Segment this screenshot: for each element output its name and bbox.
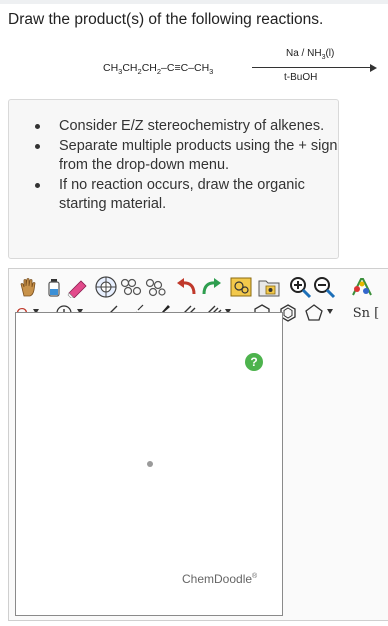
rotate-cw-icon[interactable] (199, 273, 225, 301)
template-icon[interactable] (229, 273, 255, 301)
reagent-bottom: t-BuOH (284, 72, 318, 83)
reaction-scheme (0, 44, 388, 88)
ring-dropdown-icon[interactable] (327, 309, 333, 314)
top-strip (0, 0, 388, 4)
reagent-top: Na / $NH_3(l)$ (286, 48, 335, 61)
zoom-in-icon[interactable] (287, 273, 313, 301)
repeat-unit-icon[interactable]: Sn [ (352, 305, 380, 321)
reaction-arrow-head (370, 64, 377, 72)
hand-icon[interactable] (15, 273, 41, 301)
color-icon[interactable] (349, 273, 375, 301)
folder-icon[interactable] (257, 273, 283, 301)
instructions-box (8, 99, 339, 259)
chain2-icon[interactable] (143, 273, 169, 301)
canvas-center-dot (147, 461, 153, 467)
bullet-icon (35, 183, 40, 188)
help-button[interactable]: ? (245, 353, 263, 371)
reactant-formula: $CH_3CH_2CH_2-C\equiv C-CH_3$ (103, 62, 214, 77)
bullet-icon (35, 144, 40, 149)
drawing-canvas[interactable] (15, 312, 283, 616)
rotate-ccw-icon[interactable] (173, 273, 199, 301)
eraser-icon[interactable] (65, 273, 91, 301)
instruction-item: Consider E/Z stereochemistry of alkenes. (59, 117, 338, 136)
chemdoodle-brand: ChemDoodle® (182, 572, 258, 586)
chemdoodle-editor (8, 268, 388, 621)
flask-icon[interactable] (41, 273, 67, 301)
chain-icon[interactable] (119, 273, 145, 301)
question-text: Draw the product(s) of the following reactions. (8, 11, 324, 28)
instruction-item: Separate multiple products using the + sign from the drop-down menu. (59, 137, 338, 175)
zoom-out-icon[interactable] (311, 273, 337, 301)
instruction-item: If no reaction occurs, draw the organic starting material. (59, 176, 338, 214)
ring-atom-icon[interactable] (93, 273, 119, 301)
reaction-arrow (252, 67, 372, 68)
bullet-icon (35, 124, 40, 129)
pentagon-icon[interactable] (301, 299, 327, 327)
